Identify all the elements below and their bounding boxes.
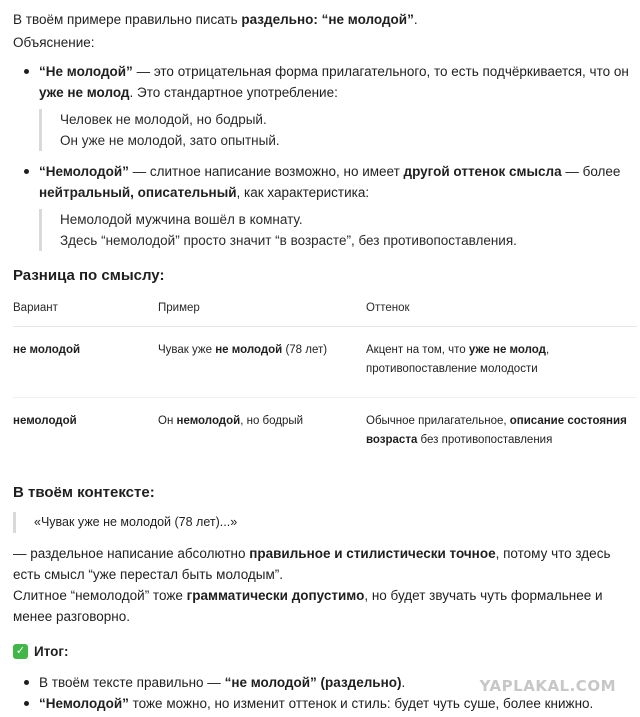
cell-shade: Обычное прилагательное, описание состояния возраста без противопоставления <box>366 415 627 446</box>
context-paragraph: — раздельное написание абсолютно правильное и стилистически точное, потому что здесь есть смысл “уже перестал быть молодым”. <box>13 546 611 582</box>
check-mark-icon: ✓ <box>13 644 28 659</box>
list-item: В твоём тексте правильно — “не молодой” (раздельно). <box>13 672 633 693</box>
watermark-logo: YAPLAKAL.COM <box>479 677 616 695</box>
chat-answer <box>13 9 633 714</box>
list-item: “Немолодой” — слитное написание возможно, но имеет другой оттенок смысла — более нейтральный, описательный, как характеристика: Немолодой мужчина вошёл в комнату. Здесь “немолодой” просто значит “в возрасте”, без противопоставления. <box>13 161 633 251</box>
table-row <box>13 327 637 398</box>
context-paragraph: Слитное “немолодой” тоже грамматически допустимо, но будет звучать чуть формальнее и менее разговорно. <box>13 588 603 624</box>
context-heading: В твоём контексте: <box>13 484 155 501</box>
example-quote: Человек не молодой, но бодрый. Он уже не молодой, зато опытный. <box>39 109 633 151</box>
table-row <box>13 398 637 469</box>
list-item: “Не молодой” — это отрицательная форма прилагательного, то есть подчёркивается, что он уже не молод. Это стандартное употребление: Человек не молодой, но бодрый. Он уже не молодой, зато опытный. <box>13 61 633 151</box>
cell-example: Чувак уже не молодой (78 лет) <box>158 327 366 398</box>
cell-example: Он немолодой, но бодрый <box>158 415 304 427</box>
cell-variant: немолодой <box>13 415 77 427</box>
col-variant: Вариант <box>13 295 158 327</box>
cell-shade: Акцент на том, что уже не молод, противопоставление молодости <box>366 327 637 398</box>
list-item: “Немолодой” тоже можно, но изменит оттенок и стиль: будет чуть суше, более книжно. <box>13 693 633 714</box>
intro-text: В твоём примере правильно писать раздельно: “не молодой”. <box>13 12 418 27</box>
col-example: Пример <box>158 295 366 327</box>
explanation-label: Объяснение: <box>13 35 95 50</box>
example-quote: Немолодой мужчина вошёл в комнату. Здесь “немолодой” просто значит “в возрасте”, без противопоставления. <box>39 209 633 251</box>
diff-heading: Разница по смыслу: <box>13 267 165 284</box>
col-shade: Оттенок <box>366 295 637 327</box>
summary-heading: ✓ Итог: <box>13 641 633 662</box>
table-header-row <box>13 295 637 327</box>
context-quote: «Чувак уже не молодой (78 лет)...» <box>13 512 633 533</box>
explanation-list <box>13 61 633 251</box>
cell-variant: не молодой <box>13 327 158 398</box>
comparison-table <box>13 295 637 468</box>
intro-bold: раздельно: “не молодой” <box>241 12 414 27</box>
